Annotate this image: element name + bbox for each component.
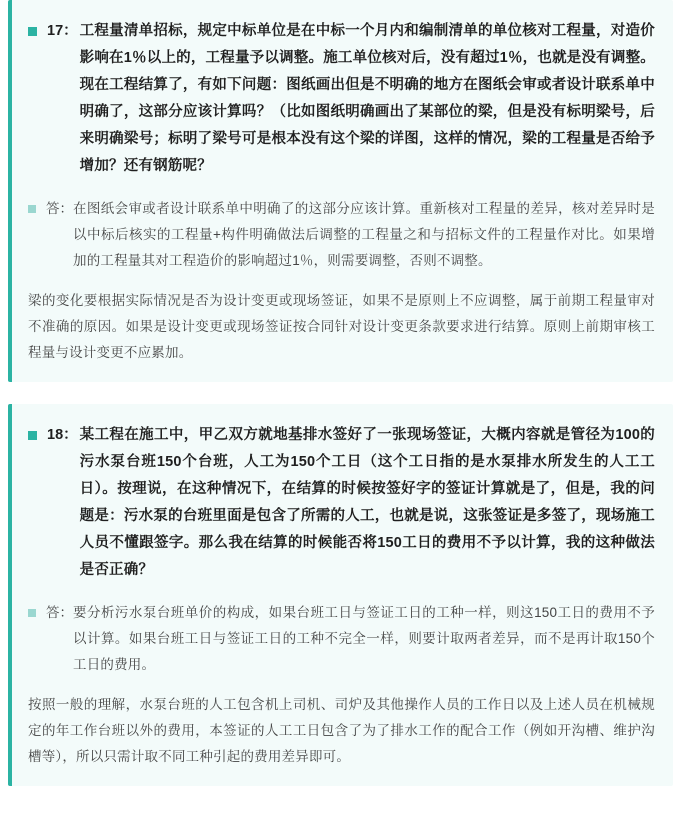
answer-bullet-icon bbox=[28, 609, 36, 617]
qa-card bbox=[8, 0, 673, 382]
answer-text: 在图纸会审或者设计联系单中明确了的这部分应该计算。重新核对工程量的差异，核对差异时是以中标后核实的工程量+构件明确做法后调整的工程量之和与招标文件的工程量作对比。如果增加的工程量其对工程造价的影响超过1％，则需要调整，否则不调整。 bbox=[73, 201, 655, 268]
question-number: 17： bbox=[47, 23, 78, 39]
question-text: 某工程在施工中，甲乙双方就地基排水签好了一张现场签证，大概内容就是管径为100的污水泵台班150个台班，人工为150个工日（这个工日指的是水泵排水所发生的人工工日）。按理说，在这种情况下，在结算的时候按签好字的签证计算就是了，但是，我的问题是：污水泵的台班里面是包含了所需的人工，也就是说，这张签证是多签了，现场施工人员不懂跟签字。那么我在结算的时候能否将150工日的费用不予以计算，我的这种做法是否正确？ bbox=[79, 427, 655, 578]
question-bullet-icon bbox=[28, 27, 37, 36]
answer-label: 答： bbox=[46, 201, 73, 216]
answer-label: 答： bbox=[46, 605, 73, 620]
question-bullet-icon bbox=[28, 431, 37, 440]
answer-bullet-icon bbox=[28, 205, 36, 213]
answer-paragraph: 梁的变化要根据实际情况是否为设计变更或现场签证，如果不是原则上不应调整，属于前期工程量审对不准确的原因。如果是设计变更或现场签证按合同针对设计变更条款要求进行结算。原则上前期审核工程量与设计变更不应累加。 bbox=[28, 293, 655, 360]
answer-block bbox=[28, 196, 655, 274]
answer-paragraph: 按照一般的理解，水泵台班的人工包含机上司机、司炉及其他操作人员的工作日以及上述人员在机械规定的年工作台班以外的费用，本签证的人工工日包含了为了排水工作的配合工作（例如开沟槽、维护沟槽等），所以只需计取不同工种引起的费用差异即可。 bbox=[28, 697, 655, 764]
question-text: 工程量清单招标，规定中标单位是在中标一个月内和编制清单的单位核对工程量，对造价影响在1％以上的，工程量予以调整。施工单位核对后，没有超过1％，也就是没有调整。现在工程结算了，有如下问题：图纸画出但是不明确的地方在图纸会审或者设计联系单中明确了，这部分应该计算吗？（比如图纸明确画出了某部位的梁，但是没有标明梁号，后来明确梁号；标明了梁号可是根本没有这个梁的详图，这样的情况，梁的工程量是否给予增加？还有钢筋呢？ bbox=[79, 23, 655, 174]
question-block bbox=[28, 18, 655, 180]
qa-card bbox=[8, 404, 673, 786]
question-block bbox=[28, 422, 655, 584]
question-number: 18： bbox=[47, 427, 78, 443]
answer-block bbox=[28, 600, 655, 678]
answer-text: 要分析污水泵台班单价的构成，如果台班工日与签证工日的工种一样，则这150工日的费用不予以计算。如果台班工日与签证工日的工种不完全一样，则要计取两者差异，而不是再计取150个工日的费用。 bbox=[73, 605, 655, 672]
